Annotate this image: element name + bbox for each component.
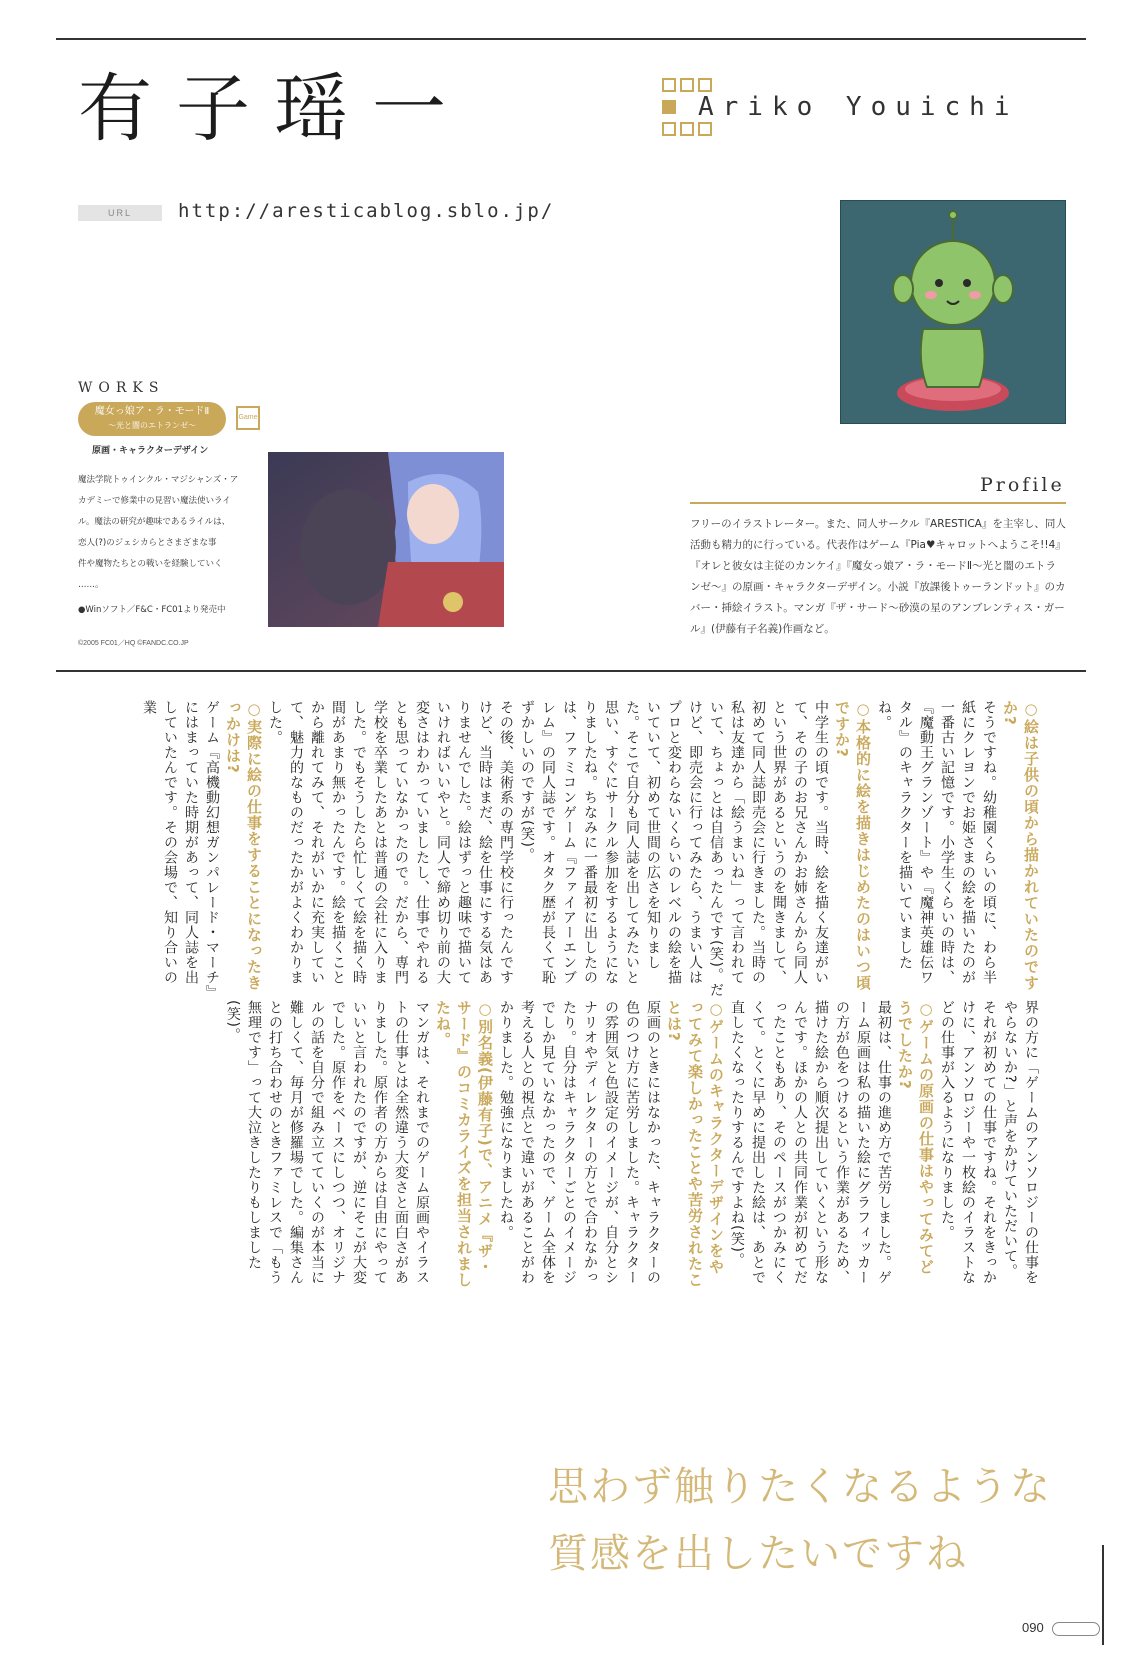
profile-text: フリーのイラストレーター。また、同人サークル『ARESTICA』を主宰し、同人活動も精力的に行っている。代表作はゲーム『Pia♥キャロットへようこそ!!4』『オレと彼女は主従のカンケイ』『魔女っ娘ア・ラ・モードⅡ〜光と闇のエトランゼ〜』の原画・キャラクターデザイン。小説『放課後トゥーランドット』のカバー・挿絵イラスト。マンガ『ザ・サード〜砂漠の星のアンブレンティス・ガール』(伊藤有子名義)作画など。 [690,518,1066,635]
interview-question: ○別名義(伊藤有子)で、アニメ『ザ・サード』のコミカライズを担当されましたね。 [434,1000,494,1288]
copyright-note: ©2005 FC01／HQ ©FANDC.CO.JP [78,640,189,647]
interview-answer: マンガは、それまでのゲーム原画やイラストの仕事とは全然違う大変さと面白さがありました。原作者の方からは自由にやっていいと言われたのですが、逆にそこが大変でした。原作をベースにしつつ、オリジナルの話を自分で組み立てていくのが本当に難しくて、毎月が修羅場でした。編集さんとの打ち合わせのときファミレスで「もう無理です」って大泣きしたりもしました(笑)。 [225,1000,430,1285]
artist-avatar [840,200,1066,424]
works-desc-line: 魔法学院トゥインクル・マジシャンズ・ア [78,475,239,485]
interview-answer: ゲーム『高機動幻想ガンパレード・マーチ』にはまっていた時期があって、同人誌を出していたんです。その会場で、知り合いの業 [141,700,220,993]
footer-side-rule [1102,1545,1104,1645]
pull-quote-line-1: 思わず触りたくなるような [548,1464,1052,1510]
game-category-icon: Game [236,406,260,430]
works-desc-line: ……。 [78,580,104,590]
interview-answer: 中学生の頃です。当時、絵を描く友達がいて、その子のお兄さんかお姉さんから同人という世界があるというのを聞きまして、初めて同人誌即売会に行きました。当時の私は友達から「絵うまいね」って言われていて、ちょっとは自信あったんです(笑)。だけど、即売会に行ってみたら、うまい人はプロと変わらないくらいのレベルの絵を描いていて、初めて世間の広さを知りました。そこで自分も同人誌を出してみたいと思い、すぐにサークル参加をするようになりましたね。ちなみに一番最初に出したのは、ファミコンゲーム『ファイアーエンブレム』の同人誌です。オタク歴が長くて恥ずかしいのですが(笑)。 [519,700,829,998]
interview-answer: 原画のときにはなかった、キャラクターの色のつけ方に苦労しました。キャラクターの雰囲気と色設定のイメージが、自分とシナリオやディレクターの方とで合わなかったり。自分はキャラクターごとのイメージでしか見ていなかったので、ゲーム全体を考える人との視点とで違いがあることがわかりました。勉強になりましたね。 [498,1000,661,1285]
url-label: URL [78,205,162,221]
publisher-note: ●Winソフト／F&C・FC01より発売中 [78,605,226,615]
game-title: 魔女っ娘ア・ラ・モードⅡ [94,406,210,417]
url-link[interactable]: http://aresticablog.sblo.jp/ [178,200,555,222]
profile-heading: Profile [980,474,1065,496]
interview-question: ○ゲームの原画の仕事はやってみてどうでしたか? [896,1000,935,1275]
works-description [78,470,264,621]
works-desc-line: ル。魔法の研究が趣味であるライルは、 [78,517,231,527]
game-screenshot [268,452,504,627]
game-subtitle: 〜光と闇のエトランゼ〜 [108,421,196,430]
section-divider [56,670,1086,672]
top-rule [56,38,1086,40]
game-title-badge [78,402,226,436]
interview-answer: その後、美術系の専門学校に行ったんですけど、当時はまだ、絵を仕事にする気はありませんでした。絵はずっと趣味で描いていければいいやと。同人で締め切り前の大変さはわかっていましたし、仕事でやれるとも思っていなかったので。だから、専門学校を卒業したあとは普通の会社に入りました。でもそうしたら忙しくて絵を描く時間があまり無かったんです。絵を描くことから離れてみて、それがいかに充実していて、魅力的なものだったかがよくわかりました。 [267,700,514,985]
interview-upper-block [51,700,1041,998]
artist-name-jp: 有子瑶一 [78,66,470,152]
interview-answer: そうですね。幼稚園くらいの頃に、わら半紙にクレヨンでお姫さまの絵を描いたのが一番古い記憶です。小学生くらいの時は、『魔動王グランゾート』や『魔神英雄伝ワタル』のキャラクターを描いていましたね。 [876,700,997,985]
works-heading: WORKS [78,380,165,396]
role-label: 原画・キャラクターデザイン [92,446,209,456]
interview-question: ○絵は子供の頃から描かれていたのですか? [1001,700,1040,991]
works-desc-line: カデミーで修業中の見習い魔法使いライ [78,496,231,506]
interview-question: ○本格的に絵を描きはじめたのはいつ頃ですか? [833,700,872,991]
interview-question: ○実際に絵の仕事をすることになったきっかけは? [224,700,263,991]
works-desc-line: 件や魔物たちとの戦いを経験していく [78,559,223,569]
interview-answer: 界の方に「ゲームのアンソロジーの仕事をやらないか?」と声をかけていただいて。それが初めての仕事ですね。それをきっかけに、アンソロジーや一枚絵のイラストなどの仕事が入るようになりました。 [939,1000,1039,1285]
profile-divider [690,502,1066,504]
page-number: 090 [1022,1620,1044,1635]
page-tab-decoration [1052,1622,1100,1636]
works-desc-line: 恋人(?)のジェシカらとさまざまな事 [78,538,217,548]
artist-name-romaji: Ariko Youichi [698,92,1019,122]
interview-question: ○ゲームのキャラクターデザインをやってみて楽しかったことや苦労されたことは? [665,1000,725,1288]
interview-lower-block [51,1000,1041,1288]
pull-quote-line-2: 質感を出したいですね [548,1531,968,1577]
interview-answer: 最初は、仕事の進め方で苦労しました。ゲーム原画は私の描いた絵にグラフィッカーの方が色をつけるという作業があるため、描けた絵から順次提出していくという形なんです。ほかの人との共同作業が初めてだったこともあり、そのペースがつかみにくくて。とくに早めに提出した絵は、あとで直したくなったりするんですよね(笑)。 [729,1000,892,1285]
